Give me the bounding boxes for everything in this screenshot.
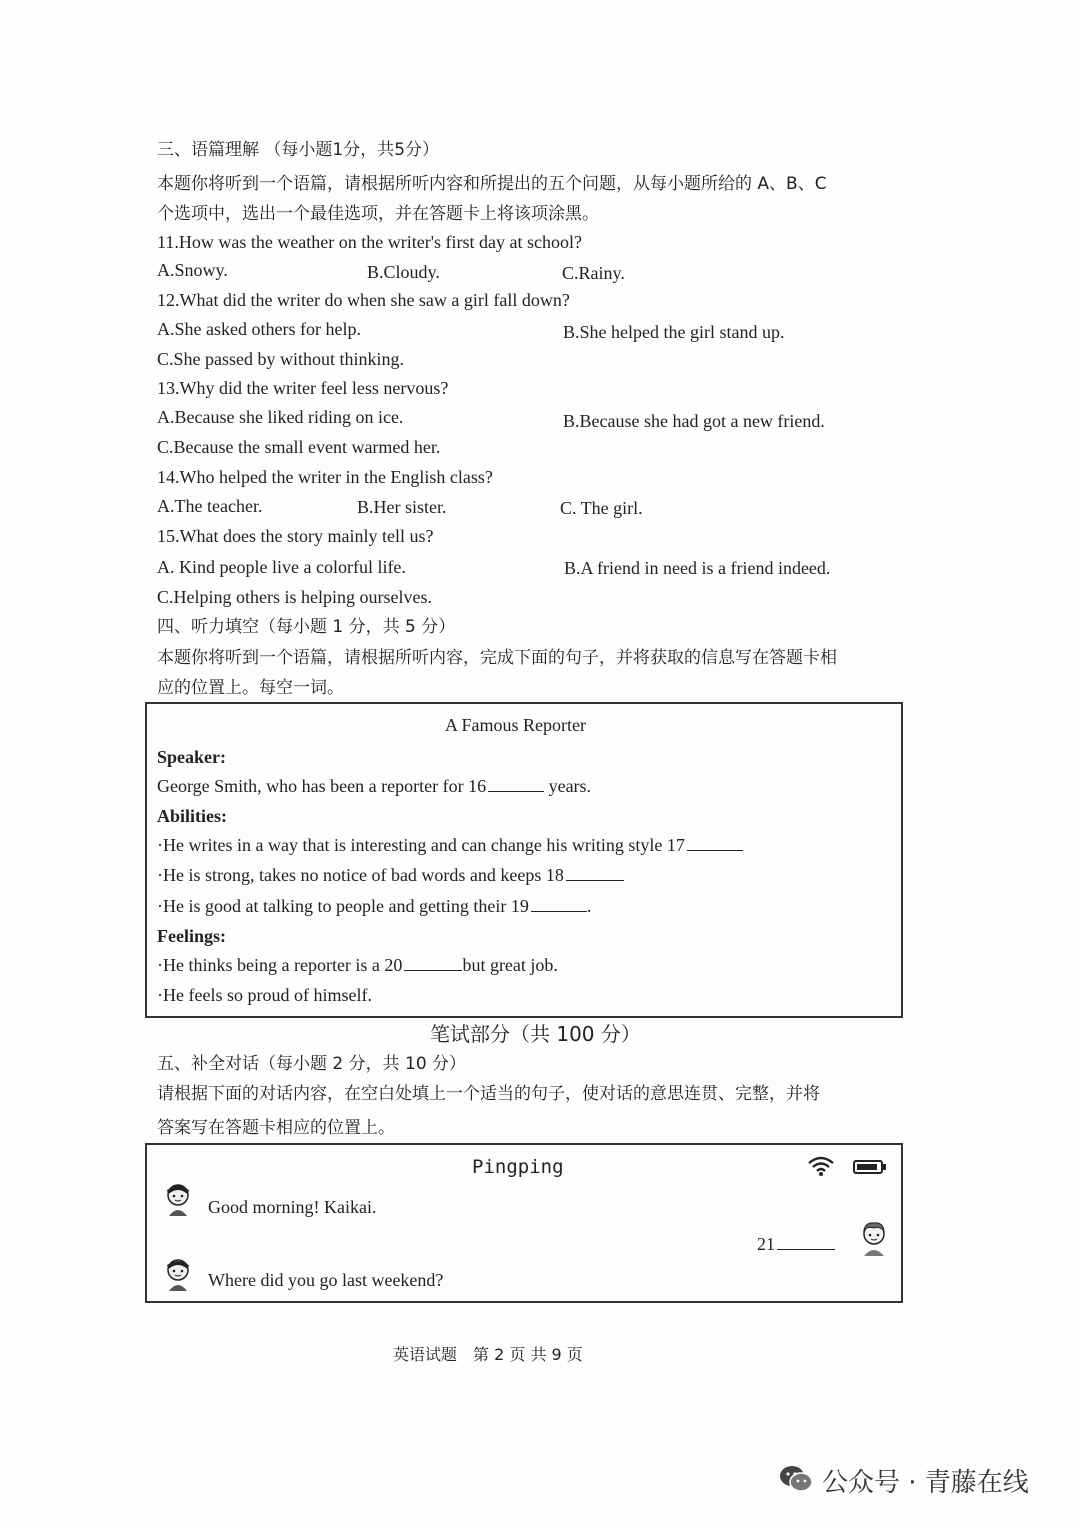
q12-option-b: B.She helped the girl stand up. [563, 322, 785, 342]
q13-option-c: C.Because the small event warmed her. [157, 437, 441, 457]
feeling-2: ·He feels so proud of himself. [157, 985, 372, 1005]
abilities-heading: Abilities: [157, 806, 227, 826]
chat-message-2: 21 [757, 1232, 835, 1256]
ability-1: ·He writes in a way that is interesting and can change his writing style 17 [157, 833, 743, 857]
section5-instruction-line2: 答案写在答题卡相应的位置上。 [157, 1118, 395, 1138]
q15-option-c: C.Helping others is helping ourselves. [157, 587, 432, 607]
section3-title: 三、语篇理解 （每小题1分，共5分） [157, 140, 440, 160]
blank-17 [687, 834, 743, 851]
q11-option-a: A.Snowy. [157, 260, 228, 280]
q12-option-c: C.She passed by without thinking. [157, 349, 404, 369]
chat-title: Pingping [472, 1156, 564, 1178]
q11-option-c: C.Rainy. [562, 263, 625, 283]
section4-instruction-line2: 应的位置上。每空一词。 [157, 678, 344, 698]
page-footer: 英语试题 第 2 页 共 9 页 [393, 1345, 583, 1364]
blank-20 [404, 954, 462, 971]
feelings-heading: Feelings: [157, 926, 226, 946]
feeling-1: ·He thinks being a reporter is a 20 but great job. [157, 955, 558, 975]
speaker-heading: Speaker: [157, 747, 226, 767]
section5-instruction-line1: 请根据下面的对话内容，在空白处填上一个适当的句子，使对话的意思连贯、完整，并将 [157, 1084, 820, 1104]
blank-18 [566, 864, 624, 881]
blank-21 [777, 1233, 835, 1250]
speaker-line: George Smith, who has been a reporter for 16 years. [157, 776, 592, 796]
q12-option-a: A.She asked others for help. [157, 319, 361, 339]
boy-avatar-icon [164, 1182, 192, 1216]
q11-option-b: B.Cloudy. [367, 262, 440, 282]
ability-3: ·He is good at talking to people and getting their 19 . [157, 896, 592, 916]
question-13: 13.Why did the writer feel less nervous? [157, 378, 449, 398]
written-part-title: 笔试部分（共 100 分） [430, 1022, 641, 1046]
section5-title: 五、补全对话（每小题 2 分，共 10 分） [157, 1054, 467, 1074]
box-title: A Famous Reporter [445, 715, 586, 735]
wechat-icon [778, 1463, 814, 1495]
kaikai-avatar-icon [858, 1220, 890, 1256]
battery-icon [853, 1159, 887, 1175]
chat-message-3: Where did you go last weekend? [208, 1270, 444, 1290]
q13-option-a: A.Because she liked riding on ice. [157, 407, 404, 427]
q15-option-b: B.A friend in need is a friend indeed. [564, 558, 831, 578]
watermark-text: 公众号 · 青藤在线 [822, 1468, 1029, 1498]
chat-message-1: Good morning! Kaikai. [208, 1197, 377, 1217]
q14-option-b: B.Her sister. [357, 497, 447, 517]
q14-option-a: A.The teacher. [157, 496, 263, 516]
question-12: 12.What did the writer do when she saw a girl fall down? [157, 290, 570, 310]
q13-option-b: B.Because she had got a new friend. [563, 411, 825, 431]
section4-title: 四、听力填空（每小题 1 分，共 5 分） [157, 617, 456, 637]
pingping-avatar-icon [164, 1257, 192, 1291]
question-14: 14.Who helped the writer in the English class? [157, 467, 493, 487]
blank-19 [531, 895, 587, 912]
question-11: 11.How was the weather on the writer's first day at school? [157, 232, 582, 252]
section3-instruction-line2: 个选项中，选出一个最佳选项，并在答题卡上将该项涂黑。 [157, 204, 599, 224]
section3-instruction-line1: 本题你将听到一个语篇，请根据所听内容和所提出的五个问题，从每小题所给的 A、B、C [157, 174, 827, 194]
q15-option-a: A. Kind people live a colorful life. [157, 557, 406, 577]
ability-2: ·He is strong, takes no notice of bad words and keeps 18 [157, 863, 624, 887]
question-15: 15.What does the story mainly tell us? [157, 526, 434, 546]
section4-instruction-line1: 本题你将听到一个语篇，请根据所听内容，完成下面的句子，并将获取的信息写在答题卡相 [157, 648, 837, 668]
blank-16 [488, 775, 544, 792]
wifi-icon [806, 1155, 836, 1177]
q14-option-c: C. The girl. [560, 498, 643, 518]
